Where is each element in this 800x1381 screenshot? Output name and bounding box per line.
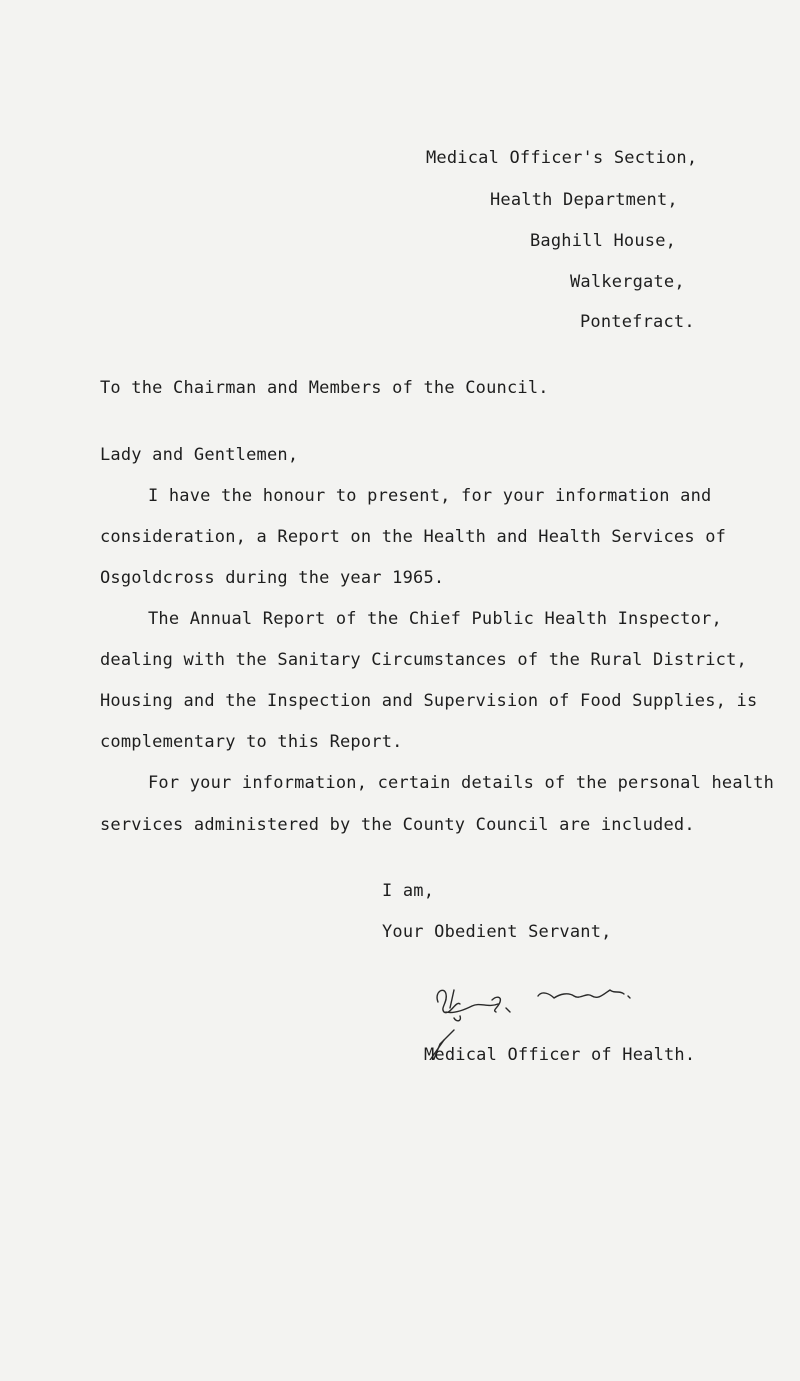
body-line: Housing and the Inspection and Supervision of Food Supplies, is <box>100 691 758 711</box>
body-line: Osgoldcross during the year 1965. <box>100 568 445 588</box>
body-line: services administered by the County Council are included. <box>100 815 695 835</box>
greeting-line: Lady and Gentlemen, <box>100 445 299 465</box>
address-line-department: Health Department, <box>490 190 678 210</box>
closing-line: Your Obedient Servant, <box>382 922 612 942</box>
address-line-section: Medical Officer's Section, <box>426 148 698 168</box>
body-line: complementary to this Report. <box>100 732 403 752</box>
body-line: consideration, a Report on the Health and Health Services of <box>100 527 727 547</box>
recipient-line: To the Chairman and Members of the Council. <box>100 378 549 398</box>
body-line: dealing with the Sanitary Circumstances of the Rural District, <box>100 650 747 670</box>
address-line-building: Baghill House, <box>530 231 677 251</box>
signatory-title: Medical Officer of Health. <box>424 1045 696 1065</box>
body-line: I have the honour to present, for your information and <box>148 486 712 506</box>
body-line: For your information, certain details of the personal health <box>148 773 775 793</box>
address-line-street: Walkergate, <box>570 272 685 292</box>
closing-line: I am, <box>382 881 435 901</box>
address-line-town: Pontefract. <box>580 312 695 332</box>
body-line: The Annual Report of the Chief Public Health Inspector, <box>148 609 722 629</box>
